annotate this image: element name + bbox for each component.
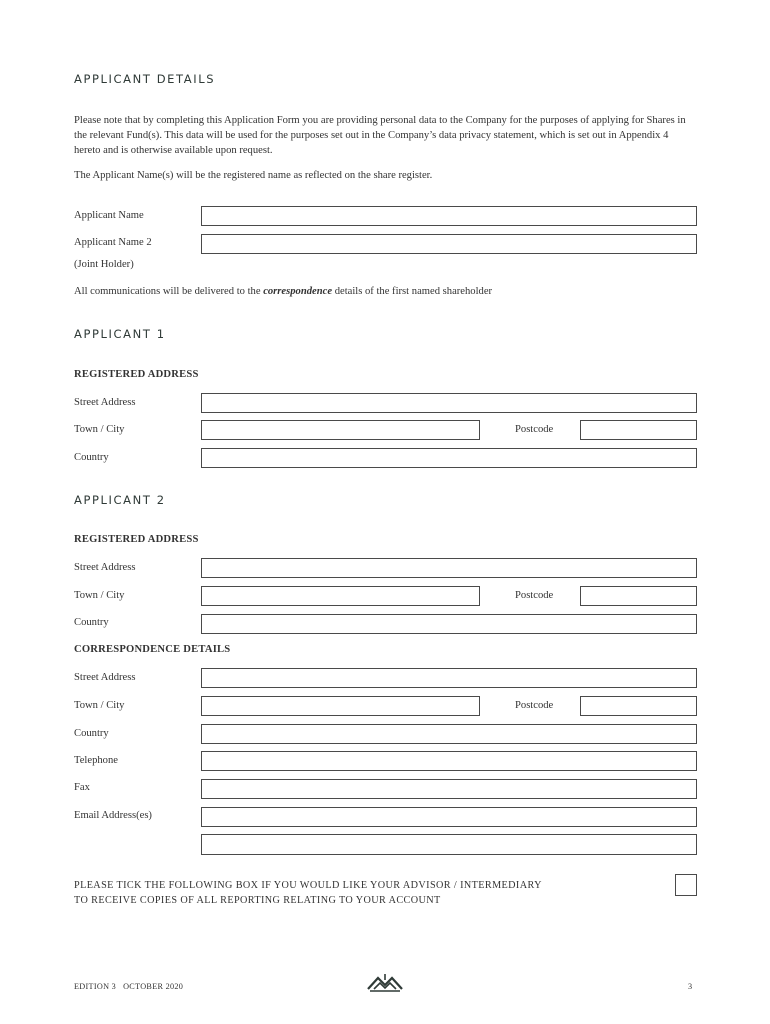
- footer-edition: [74, 982, 183, 991]
- applicant-name-label: Applicant Name: [74, 210, 144, 221]
- email-field[interactable]: [201, 807, 697, 827]
- correspondence-postcode-field[interactable]: [580, 696, 697, 716]
- page-number: 3: [688, 982, 693, 991]
- edition-date: OCTOBER 2020: [123, 982, 184, 991]
- page-title: APPLICANT DETAILS: [74, 72, 216, 86]
- advisor-copies-line-1: PLEASE TICK THE FOLLOWING BOX IF YOU WOULD LIKE YOUR ADVISOR / INTERMEDIARY: [74, 880, 542, 891]
- registered-name-note: The Applicant Name(s) will be the registered name as reflected on the share register.: [74, 170, 433, 181]
- communications-note-start: All communications will be delivered to the: [74, 286, 264, 297]
- applicant-name-field[interactable]: [201, 206, 697, 226]
- fax-field[interactable]: [201, 779, 697, 799]
- applicant-name-2-field[interactable]: [201, 234, 697, 254]
- edition-text: EDITION 3: [74, 982, 117, 991]
- applicant-2-street-label: Street Address: [74, 562, 136, 573]
- communications-note-emphasis: correspondence: [263, 286, 333, 297]
- applicant-2-street-field[interactable]: [201, 558, 697, 578]
- applicant-2-registered-address-heading: REGISTERED ADDRESS: [74, 534, 199, 545]
- communications-note-end: details of the first named shareholder: [332, 286, 493, 297]
- correspondence-country-field[interactable]: [201, 724, 697, 744]
- applicant-name-2-label: Applicant Name 2: [74, 237, 152, 248]
- applicant-1-heading: APPLICANT 1: [74, 327, 166, 341]
- correspondence-country-label: Country: [74, 728, 109, 739]
- applicant-1-country-label: Country: [74, 452, 109, 463]
- applicant-1-postcode-field[interactable]: [580, 420, 697, 440]
- joint-holder-label: (Joint Holder): [74, 259, 134, 270]
- advisor-copies-checkbox[interactable]: [675, 874, 697, 896]
- applicant-1-postcode-label: Postcode: [515, 424, 554, 435]
- correspondence-town-label: Town / City: [74, 700, 125, 711]
- applicant-2-country-field[interactable]: [201, 614, 697, 634]
- correspondence-details-heading: CORRESPONDENCE DETAILS: [74, 644, 231, 655]
- applicant-2-town-label: Town / City: [74, 590, 125, 601]
- telephone-field[interactable]: [201, 751, 697, 771]
- applicant-2-country-label: Country: [74, 617, 109, 628]
- logo-icon: [366, 972, 404, 992]
- applicant-2-postcode-field[interactable]: [580, 586, 697, 606]
- applicant-1-town-field[interactable]: [201, 420, 480, 440]
- fax-label: Fax: [74, 782, 90, 793]
- applicant-2-heading: APPLICANT 2: [74, 493, 166, 507]
- communications-note: [74, 286, 492, 297]
- email-field-2[interactable]: [201, 834, 697, 855]
- correspondence-town-field[interactable]: [201, 696, 480, 716]
- applicant-1-street-field[interactable]: [201, 393, 697, 413]
- applicant-1-country-field[interactable]: [201, 448, 697, 468]
- applicant-1-town-label: Town / City: [74, 424, 125, 435]
- correspondence-postcode-label: Postcode: [515, 700, 554, 711]
- applicant-2-postcode-label: Postcode: [515, 590, 554, 601]
- telephone-label: Telephone: [74, 755, 118, 766]
- advisor-copies-text: [74, 878, 542, 908]
- privacy-paragraph: Please note that by completing this Application Form you are providing personal data to the Company for the purposes of applying for Shares in the relevant Fund(s). This data will be used for the purposes set out in the Company’s data privacy statement, which is set out in Appendix 4 hereto and is otherwise available upon request.: [74, 115, 686, 156]
- applicant-1-registered-address-heading: REGISTERED ADDRESS: [74, 369, 199, 380]
- advisor-copies-line-2: TO RECEIVE COPIES OF ALL REPORTING RELATING TO YOUR ACCOUNT: [74, 895, 441, 906]
- email-label: Email Address(es): [74, 810, 152, 821]
- applicant-2-town-field[interactable]: [201, 586, 480, 606]
- correspondence-street-field[interactable]: [201, 668, 697, 688]
- applicant-1-street-label: Street Address: [74, 397, 136, 408]
- correspondence-street-label: Street Address: [74, 672, 136, 683]
